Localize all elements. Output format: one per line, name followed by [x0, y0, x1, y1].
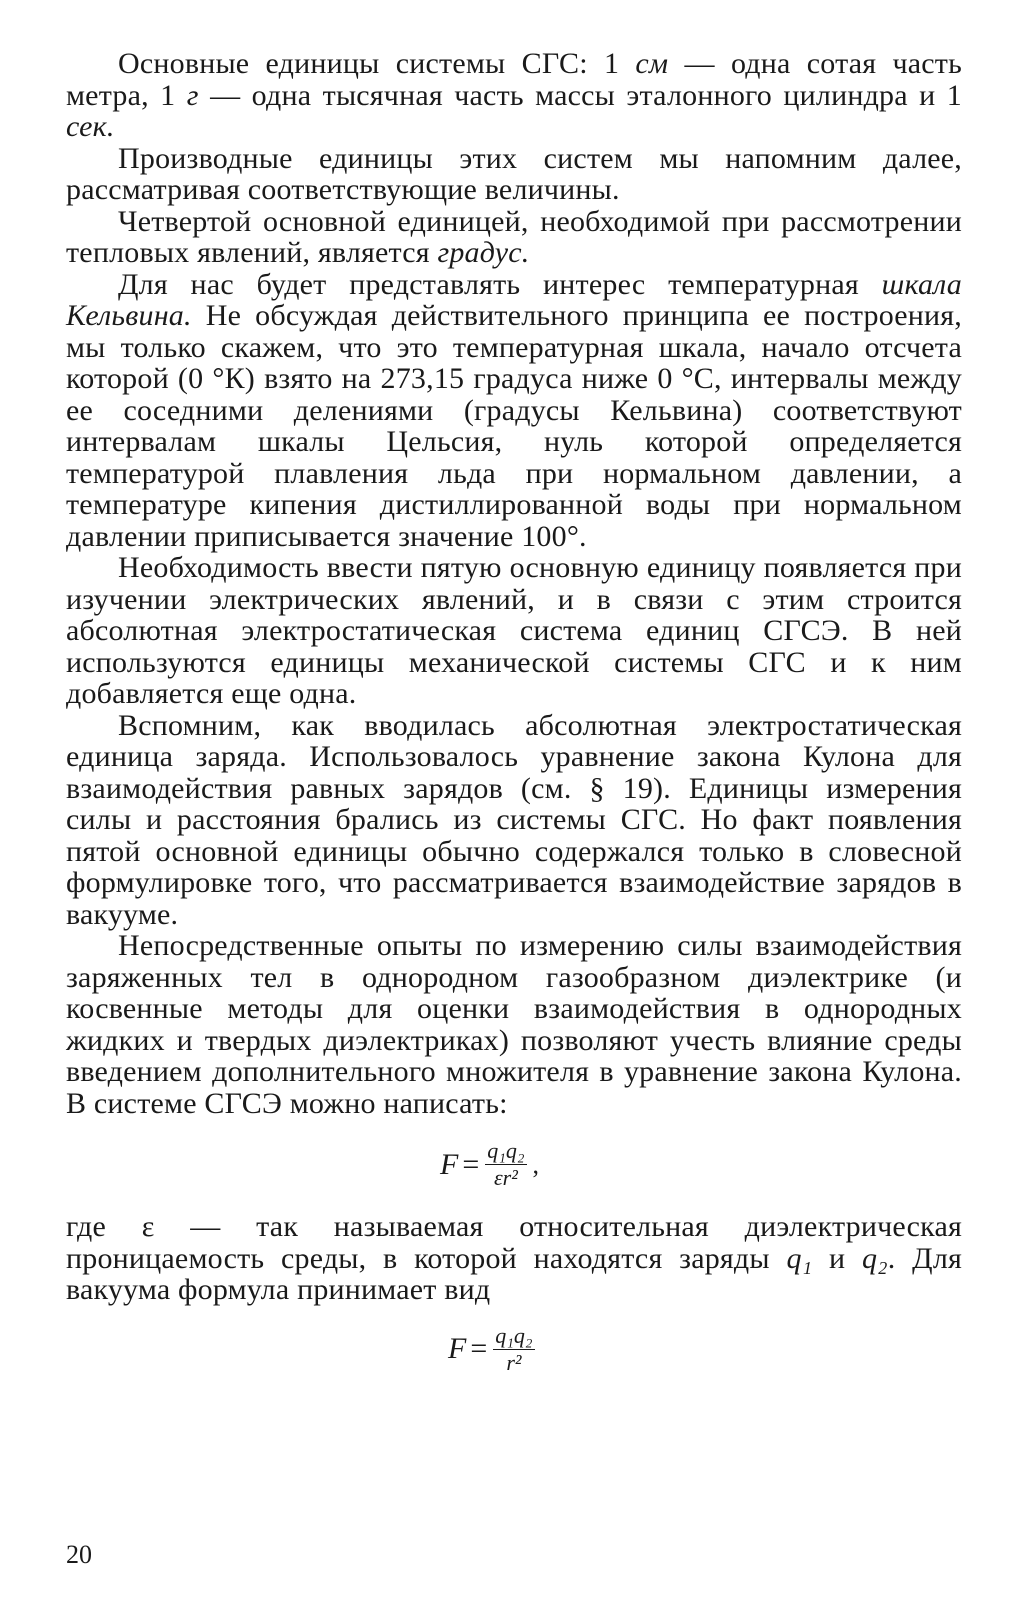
paragraph-fifth-unit [66, 552, 962, 710]
formula-coulomb-medium [66, 1119, 962, 1211]
term-kelvin-scale: шкала Кельвина. [66, 267, 962, 332]
formula-comma: , [532, 1149, 540, 1179]
formula-fraction [493, 1324, 534, 1375]
paragraph-text: — одна тысячная часть массы эталонного цилиндра и 1 [198, 78, 962, 112]
paragraph-derived-units [66, 143, 962, 206]
paragraph-text: Производные единицы этих систем мы напомним далее, рассматривая соответствующие величины. [66, 141, 962, 206]
formula-coulomb-vacuum [66, 1306, 962, 1398]
book-page [66, 48, 962, 1588]
symbol-q1: q₁ [786, 1241, 813, 1275]
paragraph-text: Вспомним, как вводилась абсолютная электростатическая единица заряда. Использовалось уравнение закона Кулона для взаимодействия равных зарядов (см. § 19). Единицы измерения силы и расстояния брались из системы СГС. Но факт появления пятой основной единицы обычно содержался только в словесной формулировке того, что рассматривается взаимодействие зарядов в вакууме. [66, 708, 962, 931]
formula-lhs: F [440, 1147, 459, 1181]
paragraph-text: Необходимость ввести пятую основную единицу появляется при изучении электрических явлений, и в связи с этим строится абсолютная электростатическая система единиц СГСЭ. В ней используются единицы механической системы СГС и к ним добавляется еще одна. [66, 551, 962, 710]
symbol-q2: q₂ [861, 1241, 888, 1275]
paragraph-charge-unit [66, 710, 962, 931]
formula-lhs: F [448, 1332, 467, 1365]
formula-denominator: r² [506, 1349, 522, 1375]
paragraph-text: Не обсуждая действительного принципа ее построения, мы только скажем, что это температурная шкала, начало отсчета которой (0 °К) взято на 273,15 градуса ниже 0 °С, интервалы между ее соседними делениями (градусы Кельвина) соответствуют интервалам шкалы Цельсия, нуль которой определяется температурой плавления льда при нормальном давлении, а температуре кипения дистиллированной воды при нормальном давлении приписывается значение 100°. [66, 299, 962, 553]
paragraph-text: Четвертой основной единицей, необходимой при рассмотрении тепловых явлений, является [66, 204, 962, 269]
formula-numerator: q₁q₂ [495, 1322, 533, 1348]
paragraph-kelvin-scale [66, 269, 962, 553]
paragraph-text: где ε — так называемая относительная диэлектрическая проницаемость среды, в которой находятся заряды [66, 1210, 962, 1275]
paragraph-medium-influence [66, 930, 962, 1119]
formula-equals: = [470, 1332, 488, 1365]
paragraph-text: — одна сотая часть метра, 1 [66, 47, 962, 112]
paragraph-degree [66, 206, 962, 269]
paragraph-text: Основные единицы системы СГС: 1 [118, 47, 636, 80]
page-number: 20 [66, 1540, 92, 1569]
unit-cm: см [635, 47, 669, 80]
formula-numerator: q₁q₂ [487, 1138, 525, 1163]
paragraph-text: Непосредственные опыты по измерению силы взаимодействия заряженных тел в однородном газообразном диэлектрике (и косвенные методы для оценки взаимодействия в однородных жидких и твердых диэлектриках) позволяют учесть влияние среды введением дополнительного множителя в уравнение закона Кулона. В системе СГСЭ можно написать: [66, 929, 962, 1120]
unit-sec: сек. [66, 110, 115, 143]
unit-g: г [186, 78, 199, 112]
formula-equals: = [462, 1147, 480, 1181]
paragraph-cgs-units [66, 48, 962, 143]
paragraph-permittivity [66, 1211, 962, 1306]
paragraph-text: . Для вакуума формула принимает вид [66, 1241, 963, 1306]
paragraph-text: и [812, 1241, 862, 1275]
term-degree: градус. [437, 236, 530, 269]
formula-fraction [485, 1139, 526, 1190]
paragraph-text: Для нас будет представлять интерес температурная [118, 267, 882, 301]
formula-denominator: εr² [493, 1165, 518, 1190]
